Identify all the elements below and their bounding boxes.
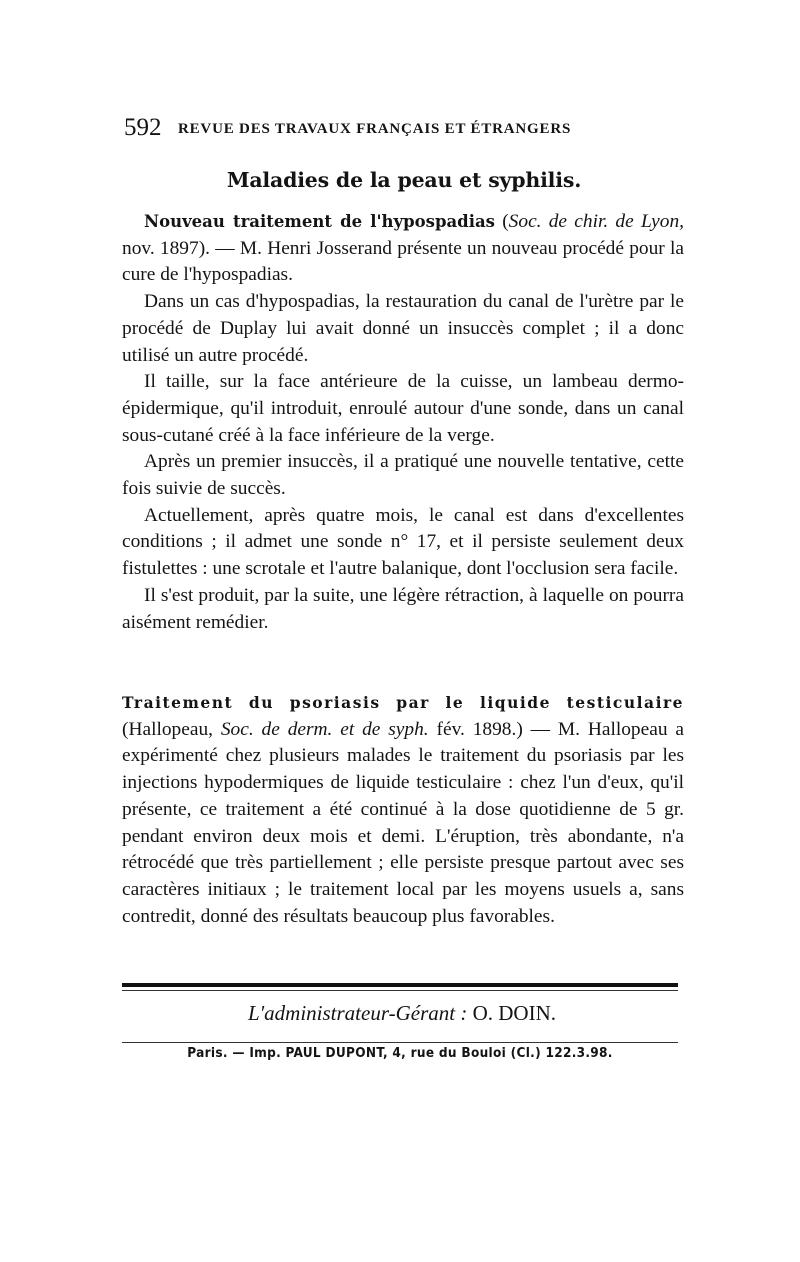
article-intro-text: nov. 1897). — M. Henri Josserand présente un nouveau procédé pour la cure de l'hypospadias.	[122, 237, 684, 286]
source-open: (	[494, 211, 509, 232]
signature	[122, 999, 682, 1027]
article-psoriasis	[122, 690, 684, 930]
paragraph: Actuellement, après quatre mois, le canal est dans d'excellentes conditions ; il admet une sonde n° 17, et il persiste seulement deux fistulettes : une scrotale et l'autre balanique, dont l'occlusion sera facile.	[122, 504, 684, 580]
article-intro	[122, 209, 684, 289]
article-source: Soc. de chir. de Lyon,	[508, 211, 685, 232]
printer-imprint: Paris. — Imp. PAUL DUPONT, 4, rue du Bouloi (Cl.) 122.3.98.	[187, 1045, 613, 1061]
signature-role: L'administrateur-Gérant :	[248, 1001, 468, 1025]
article-title: Traitement du psoriasis par le liquide testiculaire	[122, 693, 684, 712]
author-open: (Hallopeau,	[122, 718, 221, 740]
section-title: Maladies de la peau et syphilis.	[226, 168, 582, 192]
double-rule-thin	[122, 990, 678, 991]
article-source: Soc. de derm. et de syph.	[220, 718, 429, 740]
running-head	[124, 113, 684, 143]
double-rule-thick	[122, 983, 678, 987]
signature-name: O. DOIN.	[467, 1001, 556, 1025]
paragraph: Dans un cas d'hypospadias, la restauration du canal de l'urètre par le procédé de Duplay lui avait donné un insuccès complet ; il a donc utilisé un autre procédé.	[122, 291, 684, 366]
paragraph: Il taille, sur la face antérieure de la cuisse, un lambeau dermo-épidermique, qu'il introduit, enroulé autour d'une sonde, dans un canal sous-cutané créé à la face inférieure de la verge.	[122, 371, 684, 446]
article-title: Nouveau traitement de l'hypospadias	[144, 212, 495, 231]
article-text	[122, 690, 684, 930]
journal-title: REVUE DES TRAVAUX FRANÇAIS ET ÉTRANGERS	[178, 121, 572, 137]
paragraph: Après un premier insuccès, il a pratiqué une nouvelle tentative, cette fois suivie de succès.	[122, 451, 684, 500]
imprint-rule	[122, 1042, 678, 1043]
article-hypospadias	[122, 209, 684, 636]
page-number: 592	[124, 114, 162, 141]
article-body: fév. 1898.) — M. Hallopeau a expérimenté chez plusieurs malades le traitement du psoriasis par les injections hypodermiques de liquide testiculaire : chez l'un d'eux, qu'il présente, ce traitement a été continué à la dose quotidienne de 5 gr. pendant environ deux mois et demi. L'éruption, très abondante, n'a rétrocédé que très partiellement ; elle persiste presque partout avec ses caractères initiaux ; le traitement local par les moyens usuels a, sans contredit, donné des résultats beaucoup plus favorables.	[122, 718, 684, 927]
paragraph: Il s'est produit, par la suite, une légère rétraction, à laquelle on pourra aisément remédier.	[122, 584, 684, 633]
